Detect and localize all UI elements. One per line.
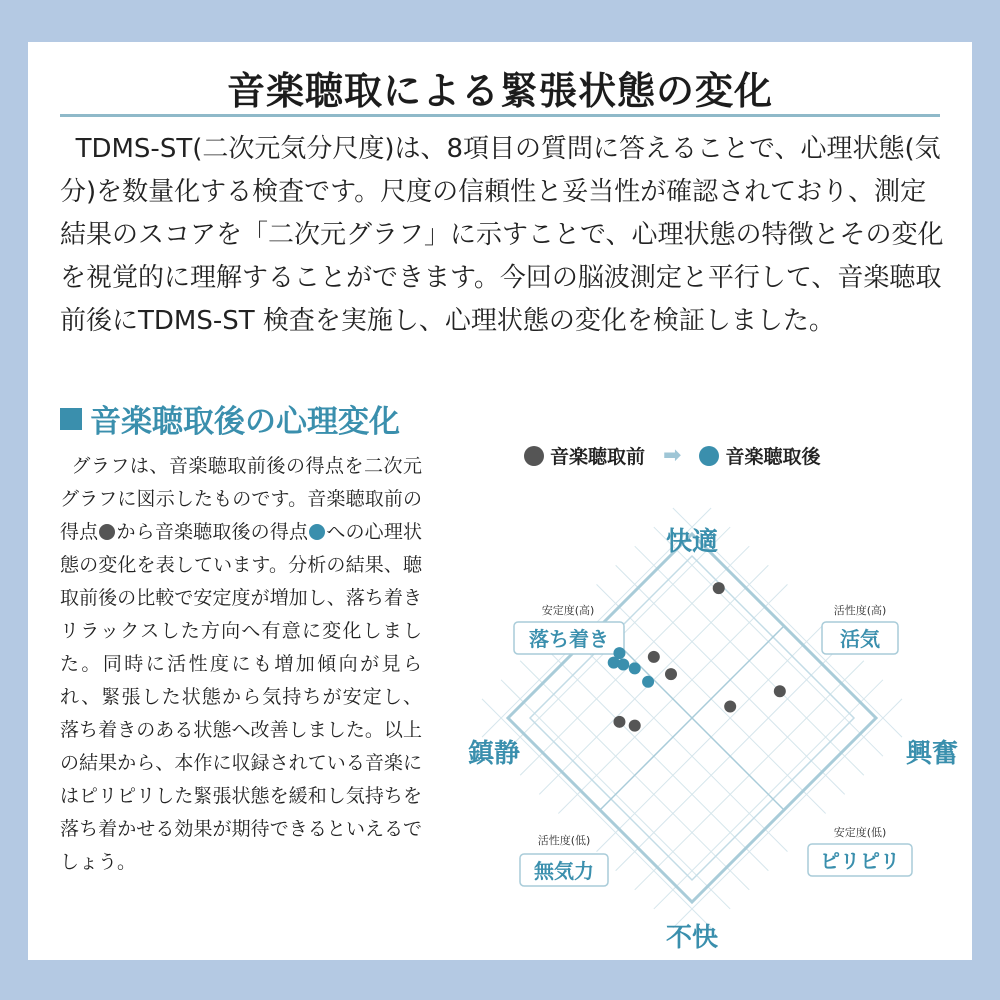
body-part-1: グラフは、音楽聴取前後の得点を二次元グラフに図示したものです。音楽聴取前の得点 — [60, 455, 422, 543]
after-dot-icon — [309, 524, 325, 540]
section-body — [60, 450, 422, 879]
bottom-left-sublabel: 活性度(低) — [537, 834, 591, 847]
before-point — [665, 668, 677, 680]
before-point — [613, 716, 625, 728]
axis-label-right: 興奮 — [906, 739, 959, 769]
after-point — [629, 662, 641, 674]
top-right-sublabel: 活性度(高) — [833, 604, 887, 617]
legend — [524, 442, 820, 469]
before-point — [713, 582, 725, 594]
legend-before-label: 音楽聴取前 — [550, 446, 646, 468]
content-card — [28, 42, 972, 960]
before-point — [774, 685, 786, 697]
after-point — [613, 647, 625, 659]
legend-after-label: 音楽聴取後 — [725, 446, 821, 468]
bottom-left-label: 無気力 — [534, 859, 594, 883]
bottom-right-sublabel: 安定度(低) — [833, 826, 887, 839]
before-point — [724, 701, 736, 713]
before-point — [648, 651, 660, 663]
axis-label-left: 鎮静 — [468, 739, 521, 769]
section-heading — [60, 396, 400, 441]
legend-before-dot-icon — [524, 446, 544, 466]
before-point — [629, 720, 641, 732]
after-point — [642, 676, 654, 688]
page-title: 音楽聴取による緊張状態の変化 — [226, 69, 773, 113]
bottom-right-label: ピリピリ — [820, 849, 900, 873]
body-part-2: から音楽聴取後の得点 — [116, 521, 309, 543]
square-bullet-icon — [60, 408, 82, 430]
mood-diagram — [428, 482, 959, 953]
legend-after-dot-icon — [699, 446, 719, 466]
arrow-right-icon: ➡ — [663, 443, 682, 468]
intro-paragraph: TDMS-ST(二次元気分尺度)は、8項目の質問に答えることで、心理状態(気分)を数量化する検査です。尺度の信頼性と妥当性が確認されており、測定結果のスコアを「二次元グラフ」に示すことで、心理状態の特徴とその変化を視覚的に理解することができます。今回の脳波測定と平行して、音楽聴取前後にTDMS-ST 検査を実施し、心理状態の変化を検証しました。 — [60, 134, 944, 336]
top-right-label: 活気 — [840, 627, 880, 651]
axis-label-top: 快適 — [665, 527, 719, 557]
before-dot-icon — [99, 524, 115, 540]
section-title: 音楽聴取後の心理変化 — [90, 404, 400, 440]
title-underline — [60, 114, 940, 117]
after-point — [617, 659, 629, 671]
axis-label-bottom: 不快 — [665, 923, 719, 953]
top-left-sublabel: 安定度(高) — [541, 604, 595, 617]
top-left-label: 落ち着き — [529, 627, 609, 651]
body-part-3: への心理状態の変化を表しています。分析の結果、聴取前後の比較で安定度が増加し、落ち着きリラックスした方向へ有意に変化しました。同時に活性度にも増加傾向が見られ、緊張した状態から気持ちが安定し、落ち着きのある状態へ改善しました。以上の結果から、本作に収録されている音楽にはピリピリした緊張状態を緩和し気持ちを落ち着かせる効果が期待できるといえるでしょう。 — [60, 521, 422, 873]
